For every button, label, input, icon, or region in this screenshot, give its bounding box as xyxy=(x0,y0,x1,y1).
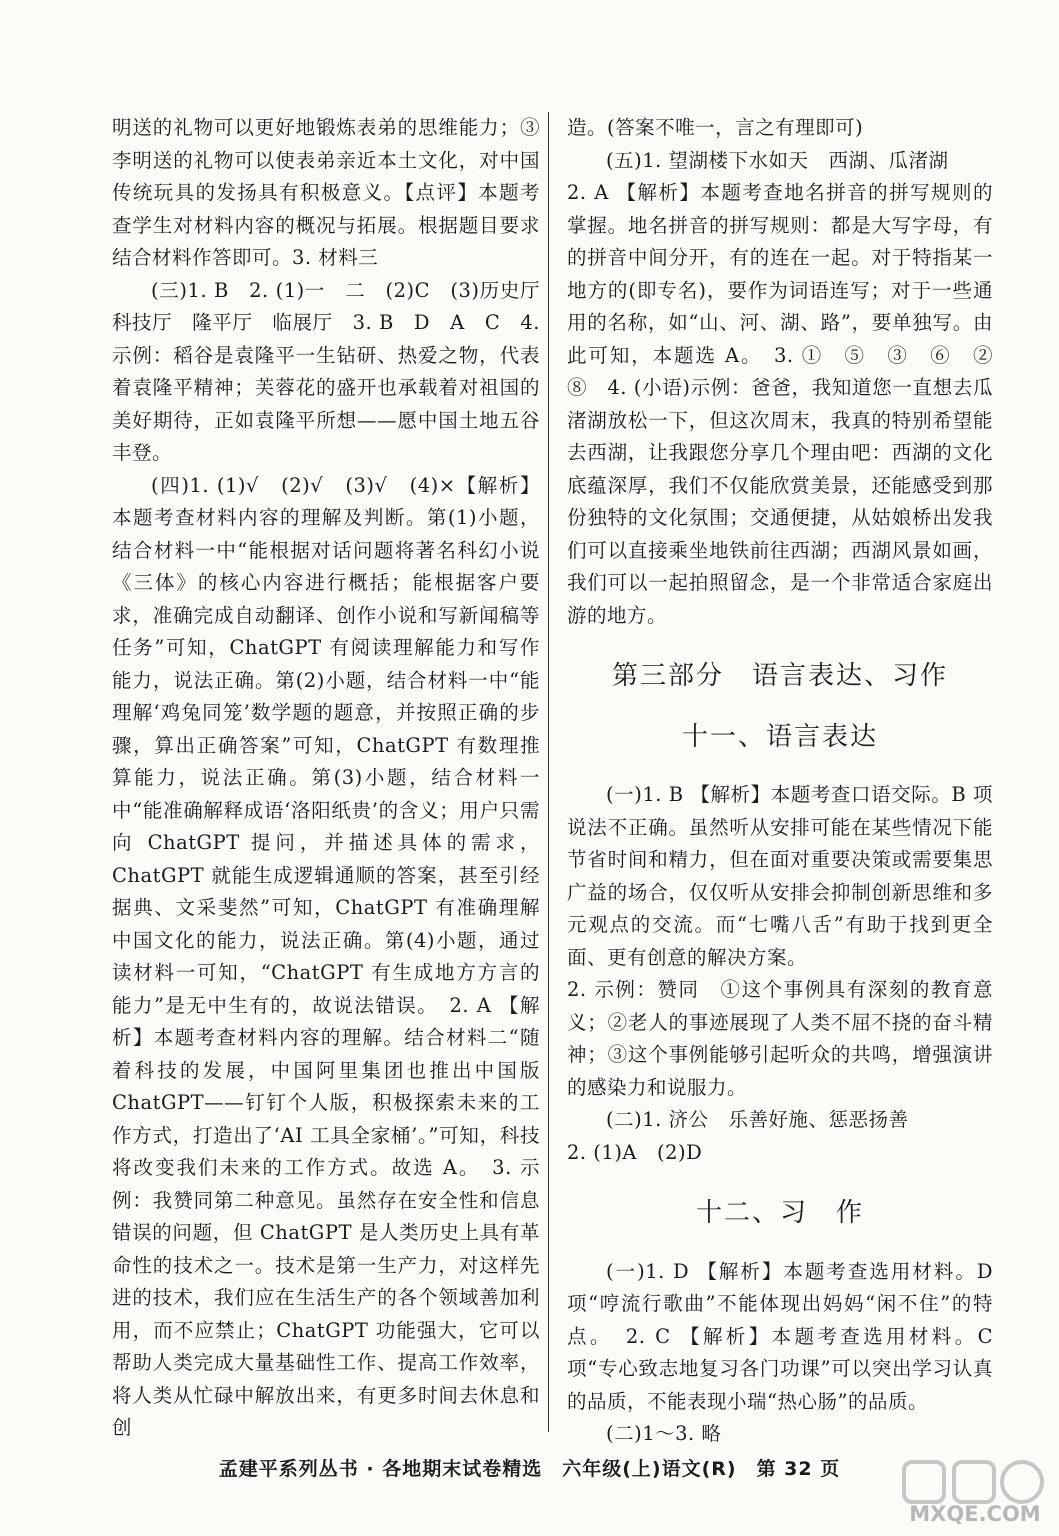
left-column xyxy=(112,112,561,1445)
section-title: 十二、习 作 xyxy=(695,1198,864,1228)
section-title: 十一、语言表达 xyxy=(681,721,878,752)
answer-paragraph: (一)1. D 【解析】本题考查选用材料。D 项“哼流行歌曲”不能体现出妈妈“闲不住”的特点。 2. C 【解析】本题考查选用材料。C 项“专心致志地复习各门功课”可以突出学习认真的品质，不能表现小瑞“热心肠”的品质。 xyxy=(567,1259,993,1413)
answer-paragraph: 造。(答案不唯一，言之有理即可) xyxy=(567,116,864,139)
watermark-icon xyxy=(900,1458,1050,1506)
column-divider xyxy=(548,112,549,1432)
answer-paragraph: 2. A 【解析】本题考查地名拼音的拼写规则的掌握。地名拼音的拼写规则：都是大写字母，有的拼音中间分开，有的连在一起。对于特指某一地方的(即专名)，要作为词语连写；对于一些通用的名称，如“山、河、湖、路”，要单独写。由此可知，本题选 A。 3. ① ⑤ ③ ⑥ ② ⑧ 4. (小语)示例：爸爸，我知道您一直想去瓜渚湖放松一下，但这次周末，我真的特别希望能去西湖，让我跟您分享几个理由吧：西湖的文化底蕴深厚，我们不仅能欣赏美景，还能感受到那份独特的文化氛围；交通便捷，从姑娘桥出发我们可以直接乘坐地铁前往西湖；西湖风景如画，我们可以一起拍照留念，是一个非常适合家庭出游的地方。 xyxy=(567,181,1014,627)
page-footer: 孟建平系列丛书 · 各地期末试卷精选 六年级(上)语文(R) 第 32 页 xyxy=(218,1458,841,1480)
watermark-text: MXQE.COM xyxy=(909,1502,1041,1526)
answer-paragraph: (二)1～3. 略 xyxy=(606,1422,722,1445)
part-title: 第三部分 语言表达、习作 xyxy=(611,661,948,691)
answer-paragraph: 明送的礼物可以更好地锻炼表弟的思维能力；③李明送的礼物可以使表弟亲近本土文化，对中国传统玩具的发扬具有积极意义。【点评】本题考查学生对材料内容的概况与拓展。根据题目要求结合材料作答即可。3. 材料三 xyxy=(112,116,540,269)
answer-paragraph: 2. 示例：赞同 ①这个事例具有深刻的教育意义；②老人的事迹展现了人类不屈不挠的奋斗精神；③这个事例能够引起听众的共鸣，增强演讲的感染力和说服力。 xyxy=(567,978,993,1099)
watermark-logo xyxy=(900,1458,1050,1534)
answer-paragraph: (一)1. B 【解析】本题考查口语交际。B 项说法不正确。虽然听从安排可能在某些情况下能节省时间和精力，但在面对重要决策或需要集思广益的场合，仅仅听从安排会抑制创新思维和多元观点的交流。而“七嘴八舌”有助于找到更全面、更有创意的解决方案。 xyxy=(567,783,993,969)
right-column xyxy=(567,112,1014,1451)
answer-paragraph: (二)1. 济公 乐善好施、惩恶扬善 xyxy=(606,1108,909,1131)
answer-paragraph: 2. (1)A (2)D xyxy=(567,1140,703,1164)
answer-paragraph: (五)1. 望湖楼下水如天 西湖、瓜渚湖 xyxy=(606,148,949,172)
answer-paragraph: (四)1. (1)√ (2)√ (3)√ (4)×【解析】本题考查材料内容的理解及判断。第(1)小题，结合材料一中“能根据对话问题将著名科幻小说《三体》的核心内容进行概括；能根据客户要求，准确完成自动翻译、创作小说和写新闻稿等任务”可知，ChatGPT 有阅读理解能力和写作能力，说法正确。第(2)小题，结合材料一中“能理解‘鸡兔同笼’数学题的题意，并按照正确的步骤，算出正确答案”可知，ChatGPT 有数理推算能力，说法正确。第(3)小题，结合材料一中“能准确解释成语‘洛阳纸贵’的含义；用户只需向 ChatGPT 提问，并描述具体的需求，ChatGPT 就能生成逻辑通顺的答案，甚至引经据典、文采斐然”可知，ChatGPT 有准确理解中国文化的能力，说法正确。第(4)小题，通过读材料一可知，“ChatGPT 有生成地方方言的能力”是无中生有的，故说法错误。 2. A 【解析】本题考查材料内容的理解。结合材料二“随着科技的发展，中国阿里集团也推出中国版 ChatGPT——钉钉个人版，积极探索未来的工作方式，打造出了‘AI 工具全家桶’。”可知，科技将改变我们未来的工作方式。故选 A。 3. 示例：我赞同第二种意见。虽然存在安全性和信息错误的问题，但 ChatGPT 是人类历史上具有革命性的技术之一。技术是第一生产力，对这样先进的技术，我们应在生活生产的各个领域善加利用，而不应禁止；ChatGPT 功能强大，它可以帮助人类完成大量基础性工作、提高工作效率，将人类从忙碌中解放出来，有更多时间去休息和创 xyxy=(112,473,540,1439)
answer-paragraph: (三)1. B 2. (1)一 二 (2)C (3)历史厅 科技厅 隆平厅 临展厅 3. B D A C 4. 示例：稻谷是袁隆平一生钻研、热爱之物，代表着袁隆平精神；芙蓉花的盛开也承载着对祖国的美好期待，正如袁隆平所想——愿中国土地五谷丰登。 xyxy=(112,278,561,464)
